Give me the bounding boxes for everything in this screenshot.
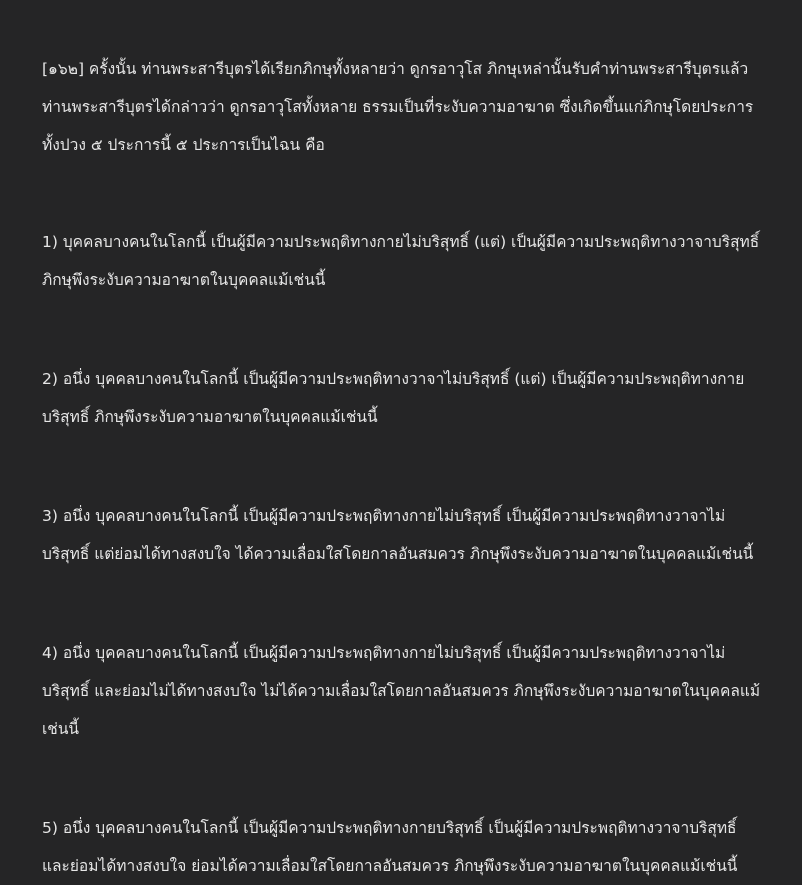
list-item-4: 4) อนึ่ง บุคคลบางคนในโลกนี้ เป็นผู้มีความประพฤติทางกายไม่บริสุทธิ์ เป็นผู้มีความประพฤติทางวาจาไม่บริสุทธิ์ และย่อมไม่ได้ทางสงบใจ ไม่ได้ความเลื่อมใสโดยกาลอันสมควร ภิกษุพึงระงับความอาฆาตในบุคคลแม้เช่นนี้ — [42, 644, 761, 738]
list-item-5: 5) อนึ่ง บุคคลบางคนในโลกนี้ เป็นผู้มีความประพฤติทางกายบริสุทธิ์ เป็นผู้มีความประพฤติทางวาจาบริสุทธิ์ และย่อมได้ทางสงบใจ ย่อมได้ความเลื่อมใสโดยกาลอันสมควร ภิกษุพึงระงับความอาฆาตในบุคคลแม้เช่นนี้ — [42, 819, 738, 875]
list-item-3: 3) อนึ่ง บุคคลบางคนในโลกนี้ เป็นผู้มีความประพฤติทางกายไม่บริสุทธิ์ เป็นผู้มีความประพฤติทางวาจาไม่บริสุทธิ์ แต่ย่อมได้ทางสงบใจ ได้ความเลื่อมใสโดยกาลอันสมควร ภิกษุพึงระงับความอาฆาตในบุคคลแม้เช่นนี้ — [42, 507, 754, 563]
intro-paragraph: [๑๖๒] ครั้งนั้น ท่านพระสารีบุตรได้เรียกภิกษุทั้งหลายว่า ดูกรอาวุโส ภิกษุเหล่านั้นรับคำท่านพระสารีบุตรแล้ว ท่านพระสารีบุตรได้กล่าวว่า ดูกรอาวุโสทั้งหลาย ธรรมเป็นที่ระงับความอาฆาต ซึ่งเกิดขึ้นแก่ภิกษุโดยประการทั้งปวง ๕ ประการนี้ ๕ ประการเป็นไฉน คือ — [42, 60, 754, 154]
list-item-1: 1) บุคคลบางคนในโลกนี้ เป็นผู้มีความประพฤติทางกายไม่บริสุทธิ์ (แต่) เป็นผู้มีความประพฤติทางวาจาบริสุทธิ์ ภิกษุพึงระงับความอาฆาตในบุคคลแม้เช่นนี้ — [42, 233, 760, 289]
list-item-2: 2) อนึ่ง บุคคลบางคนในโลกนี้ เป็นผู้มีความประพฤติทางวาจาไม่บริสุทธิ์ (แต่) เป็นผู้มีความประพฤติทางกายบริสุทธิ์ ภิกษุพึงระงับความอาฆาตในบุคคลแม้เช่นนี้ — [42, 370, 745, 426]
